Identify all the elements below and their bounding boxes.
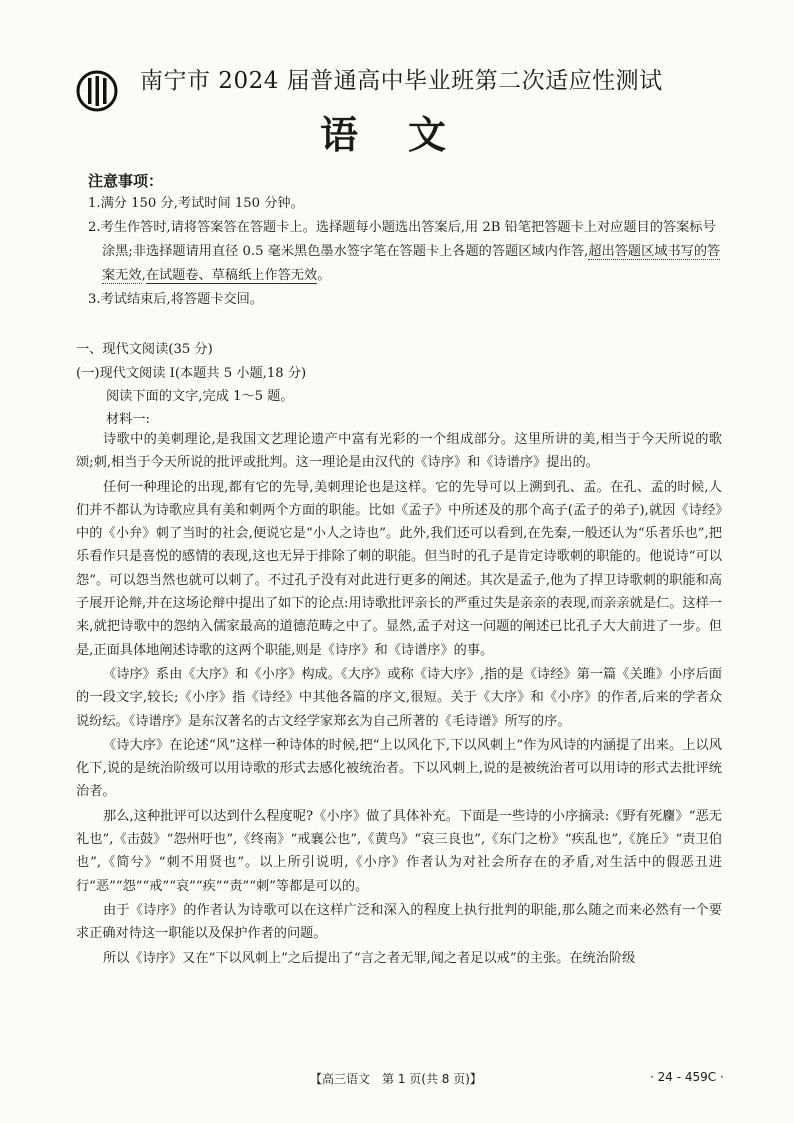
note-text: , xyxy=(141,268,146,283)
paragraph: 由于《诗序》的作者认为诗歌可以在这样广泛和深入的程度上执行批判的职能,那么随之而来必然有一个要求正确对待这一职能以及保护作者的问题。 xyxy=(76,902,722,942)
notes-list xyxy=(88,192,728,312)
page-number: 【高三语文 第 1 页(共 8 页)】 xyxy=(310,1072,482,1086)
instruction: 阅读下面的文字,完成 1～5 题。 xyxy=(106,389,294,404)
paragraph: 任何一种理论的出现,都有它的先导,美刺理论也是这样。它的先导可以上溯到孔、孟。在孔、孟的时候,人们并不都认为诗歌应具有美和刺两个方面的职能。比如《孟子》中所述及的那个高子(孟子的弟子),就因《诗经》中的《小弁》刺了当时的社会,便说它是“小人之诗也”。此外,我们还可以看到,在先秦,一般还认为“乐者乐也”,把乐看作只是喜悦的感情的表现,这也无异于排除了刺的职能。但当时的孔子是肯定诗歌刺的职能的。他说诗“可以怨”。可以怨当然也就可以刺了。不过孔子没有对此进行更多的阐述。其次是孟子,他为了捍卫诗歌刺的职能和高子展开论辩,并在这场论辩中提出了如下的论点:用诗歌批评亲长的严重过失是亲亲的表现,而亲亲就是仁。这样一来,就把诗歌中的怨纳入儒家最高的道德范畴之中了。显然,孟子对这一问题的阐述已比孔子大大前进了一步。但是,正面具体地阐述诗歌的这两个职能,则是《诗序》和《诗谱序》的事。 xyxy=(76,479,722,658)
exam-title: 南宁市 2024 届普通高中毕业班第二次适应性测试 xyxy=(140,68,663,94)
subject-title: 语文 xyxy=(320,112,497,157)
section-heading: 一、现代文阅读(35 分) xyxy=(76,342,213,357)
notes-heading: 注意事项： xyxy=(88,172,164,190)
note-emphasis: 超出答题区域书写的答案无效 xyxy=(102,244,721,283)
material-label: 材料一: xyxy=(106,412,151,427)
subsection-heading: (一)现代文阅读 I(本题共 5 小题,18 分) xyxy=(76,366,307,381)
note-item xyxy=(88,216,728,288)
paragraph: 诗歌中的美刺理论,是我国文艺理论遗产中富有光彩的一个组成部分。这里所讲的美,相当于今天所说的歌颂;刺,相当于今天所说的批评或批判。这一理论是由汉代的《诗序》和《诗谱序》提出的。 xyxy=(76,432,722,471)
paragraph: 《诗大序》在论述“风”这样一种诗体的时候,把“上以风化下,下以风刺上”作为风诗的内涵提了出来。上以风化下,说的是统治阶级可以用诗歌的形式去感化被统治者。下以风刺上,说的是被统治者可以用诗的形式去批评统治者。 xyxy=(76,737,722,800)
reading-passage xyxy=(76,428,722,971)
note-text: 2.考生作答时,请将答案答在答题卡上。选择题每小题选出答案后,用 2B 铅笔把答题卡上对应题目的答案标号涂黑;非选择题请用直径 0.5 毫米黑色墨水签字笔在答题卡上各题的答题区域内作答, xyxy=(88,220,716,259)
note-emphasis: 在试题卷、草稿纸上作答无效 xyxy=(145,268,318,283)
exam-code: · 24 - 459C · xyxy=(650,1070,724,1084)
paragraph: 那么,这种批评可以达到什么程度呢?《小序》做了具体补充。下面是一些诗的小序摘录:《野有死麕》“恶无礼也”,《击鼓》“怨州吁也”,《终南》“戒襄公也”,《黄鸟》“哀三良也”,《东门之枌》“疾乱也”,《旄丘》“责卫伯也”,《简兮》“刺不用贤也”。以上所引说明,《小序》作者认为对社会所存在的矛盾,对生活中的假恶丑进行“恶”“怨”“戒”“哀”“疾”“责”“刺”等都是可以的。 xyxy=(76,808,722,894)
note-item: 1.满分 150 分,考试时间 150 分钟。 xyxy=(88,196,304,211)
paragraph: 《诗序》系由《大序》和《小序》构成。《大序》或称《诗大序》,指的是《诗经》第一篇《关雎》小序后面的一段文字,较长;《小序》指《诗经》中其他各篇的序文,很短。关于《大序》和《小序》的作者,后来的学者众说纷纭。《诗谱序》是东汉著名的古文经学家郑玄为自己所著的《毛诗谱》所写的序。 xyxy=(76,666,722,729)
note-item: 3.考试结束后,将答题卡交回。 xyxy=(88,292,264,307)
note-text: 。 xyxy=(317,268,331,283)
school-logo-icon xyxy=(76,70,118,112)
paragraph: 所以《诗序》又在“下以风刺上”之后提出了“言之者无罪,闻之者足以戒”的主张。在统治阶级 xyxy=(103,950,636,966)
